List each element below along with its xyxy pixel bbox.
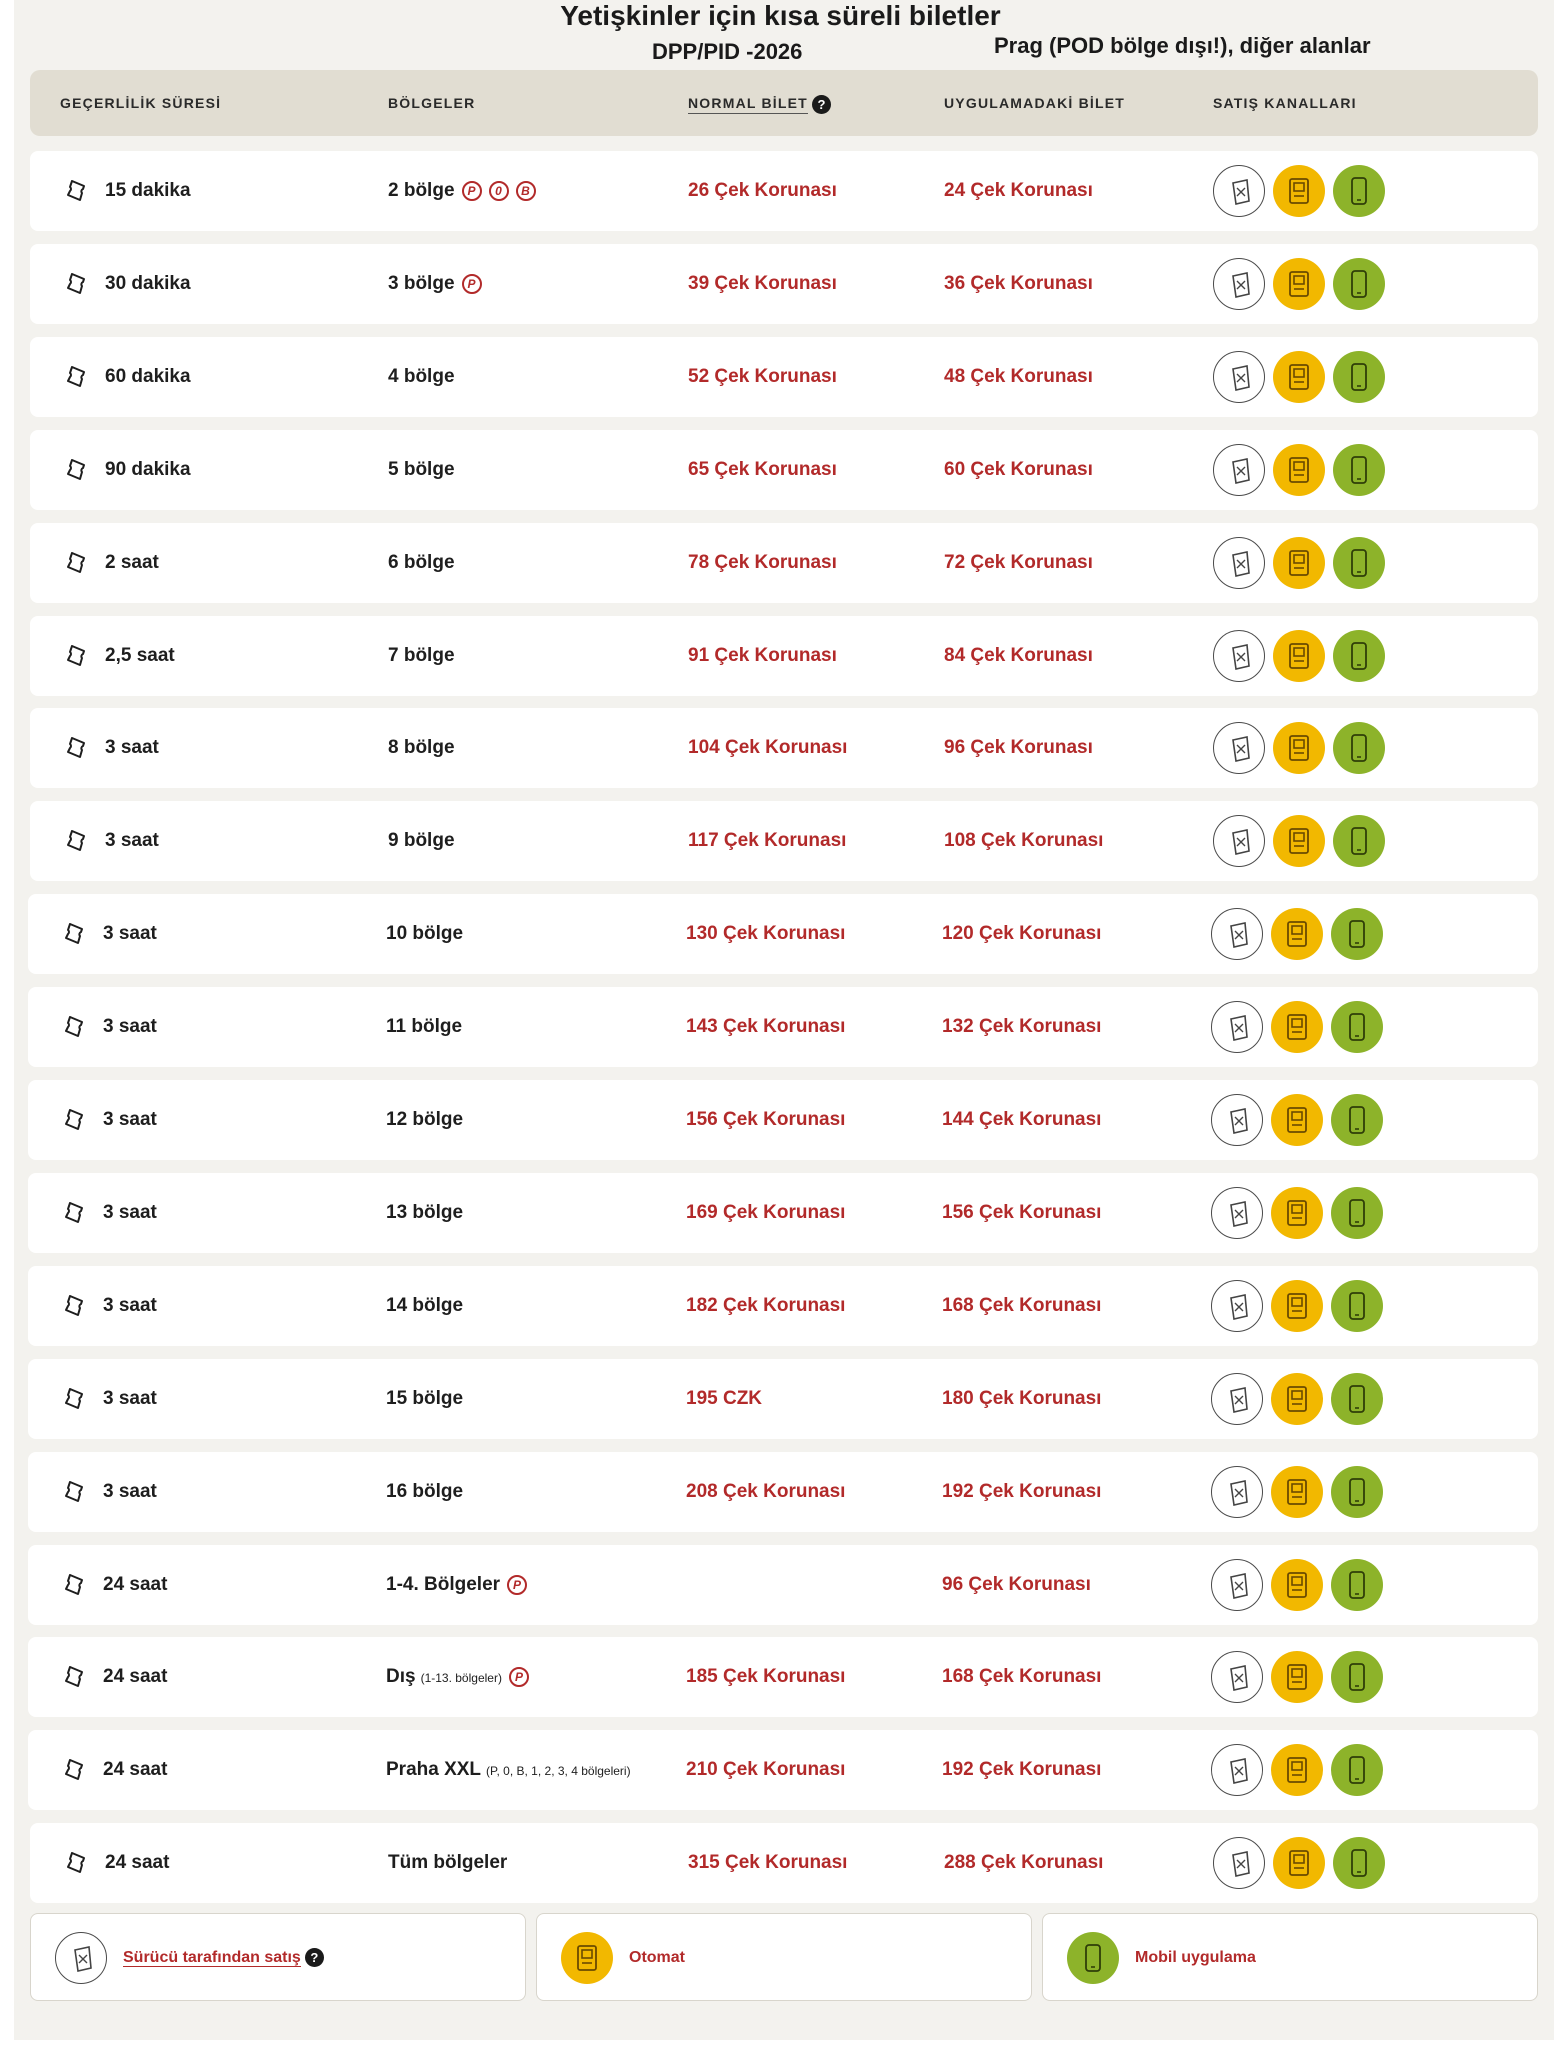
ticket-icon	[64, 828, 90, 854]
ticket-machine-icon	[1273, 258, 1325, 310]
row-zones	[386, 1359, 463, 1439]
row-app-price: 120 Çek Korunası	[942, 923, 1102, 944]
row-zones	[386, 1452, 463, 1532]
row-normal-price: 195 CZK	[686, 1388, 763, 1409]
row-zones	[386, 1080, 463, 1160]
ticket-icon	[64, 178, 90, 204]
row-duration: 3 saat	[103, 1109, 157, 1130]
mobile-phone-icon	[1331, 1466, 1383, 1518]
row-duration: 3 saat	[103, 923, 157, 944]
row-zones-label: 13 bölge	[386, 1202, 464, 1223]
row-zones-label: 4 bölge	[388, 366, 455, 387]
ticket-icon	[64, 550, 90, 576]
header-normal-ticket[interactable]	[688, 70, 831, 136]
driver-ticket-icon	[1211, 908, 1263, 960]
row-normal-price: 52 Çek Korunası	[688, 366, 837, 387]
legend-driver	[30, 1913, 526, 2001]
zone-badge: P	[462, 181, 482, 201]
driver-ticket-icon	[1211, 1280, 1263, 1332]
row-zones-label: 3 bölge	[388, 273, 455, 294]
row-zones	[386, 894, 463, 974]
row-zones-label: Dış	[386, 1666, 416, 1687]
ticket-icon	[62, 1572, 88, 1598]
table-row	[30, 523, 1538, 603]
row-zones-label: Tüm bölgeler	[388, 1852, 508, 1873]
driver-ticket-icon	[1211, 1559, 1263, 1611]
row-zones-label: 14 bölge	[386, 1295, 464, 1316]
row-app-price: 108 Çek Korunası	[944, 830, 1104, 851]
row-app-price: 192 Çek Korunası	[942, 1481, 1102, 1502]
ticket-machine-icon	[1271, 1094, 1323, 1146]
mobile-phone-icon	[1333, 722, 1385, 774]
row-duration: 3 saat	[103, 1295, 157, 1316]
row-normal-price: 26 Çek Korunası	[688, 180, 837, 201]
mobile-phone-icon	[1331, 1280, 1383, 1332]
table-row	[30, 151, 1538, 231]
row-duration: 2,5 saat	[105, 645, 175, 666]
table-row	[28, 1266, 1538, 1346]
table-row	[30, 430, 1538, 510]
ticket-icon	[62, 1757, 88, 1783]
driver-ticket-icon	[1213, 815, 1265, 867]
mobile-phone-icon	[1331, 908, 1383, 960]
mobile-phone-icon	[1333, 351, 1385, 403]
row-zones	[388, 244, 482, 324]
driver-ticket-icon	[1213, 351, 1265, 403]
table-row	[30, 801, 1538, 881]
row-app-price: 192 Çek Korunası	[942, 1759, 1102, 1780]
row-app-price: 132 Çek Korunası	[942, 1016, 1102, 1037]
row-app-price: 84 Çek Korunası	[944, 645, 1093, 666]
ticket-machine-icon	[1273, 815, 1325, 867]
legend-mobile	[1042, 1913, 1538, 2001]
driver-ticket-icon	[1213, 537, 1265, 589]
legend-machine	[536, 1913, 1032, 2001]
row-normal-price: 143 Çek Korunası	[686, 1016, 846, 1037]
ticket-icon	[62, 1014, 88, 1040]
row-zones	[388, 151, 536, 231]
driver-ticket-icon	[1213, 444, 1265, 496]
row-normal-price: 182 Çek Korunası	[686, 1295, 846, 1316]
driver-ticket-icon	[1213, 722, 1265, 774]
row-duration: 3 saat	[103, 1481, 157, 1502]
driver-ticket-icon	[1213, 1837, 1265, 1889]
header-validity: GEÇERLİLİK SÜRESİ	[60, 95, 222, 111]
ticket-machine-icon	[1273, 537, 1325, 589]
help-icon[interactable]: ?	[305, 1948, 324, 1967]
table-row	[28, 1359, 1538, 1439]
row-normal-price: 315 Çek Korunası	[688, 1852, 848, 1873]
row-app-price: 72 Çek Korunası	[944, 552, 1093, 573]
header-normal-ticket-label: NORMAL BİLET	[688, 95, 808, 114]
row-normal-price: 104 Çek Korunası	[688, 737, 848, 758]
row-duration: 2 saat	[105, 552, 159, 573]
row-zones	[386, 1173, 463, 1253]
row-zones-label: 7 bölge	[388, 645, 455, 666]
row-app-price: 144 Çek Korunası	[942, 1109, 1102, 1130]
mobile-phone-icon	[1333, 815, 1385, 867]
row-duration: 3 saat	[105, 830, 159, 851]
ticket-icon	[62, 1664, 88, 1690]
ticket-icon	[64, 457, 90, 483]
ticket-machine-icon	[1271, 1373, 1323, 1425]
ticket-machine-icon	[1273, 351, 1325, 403]
legend-mobile-label: Mobil uygulama	[1135, 1949, 1256, 1966]
legend-driver-label[interactable]	[123, 1914, 324, 2002]
ticket-machine-icon	[1273, 722, 1325, 774]
driver-ticket-icon	[1211, 1094, 1263, 1146]
row-zones	[388, 616, 455, 696]
row-app-price: 180 Çek Korunası	[942, 1388, 1102, 1409]
driver-ticket-icon	[1213, 165, 1265, 217]
row-app-price: 288 Çek Korunası	[944, 1852, 1104, 1873]
row-normal-price: 130 Çek Korunası	[686, 923, 846, 944]
page-title: Yetişkinler için kısa süreli biletler	[560, 0, 1001, 31]
table-row	[30, 708, 1538, 788]
zone-badge: 0	[489, 181, 509, 201]
ticket-icon	[64, 643, 90, 669]
row-zones	[388, 801, 455, 881]
table-row	[28, 1637, 1538, 1717]
driver-ticket-icon	[1211, 1466, 1263, 1518]
ticket-machine-icon	[1273, 630, 1325, 682]
row-zones-note: (1-13. bölgeler)	[420, 1671, 502, 1685]
ticket-icon	[64, 1850, 90, 1876]
ticket-machine-icon	[1271, 1559, 1323, 1611]
zone-badge: B	[516, 181, 536, 201]
ticket-machine-icon	[1271, 1280, 1323, 1332]
ticket-machine-icon	[1271, 1651, 1323, 1703]
table-row	[28, 987, 1538, 1067]
driver-ticket-icon	[1211, 1001, 1263, 1053]
driver-ticket-icon	[1211, 1651, 1263, 1703]
mobile-phone-icon	[1333, 444, 1385, 496]
ticket-machine-icon	[1273, 1837, 1325, 1889]
row-duration: 90 dakika	[105, 459, 191, 480]
row-zones-label: 11 bölge	[386, 1016, 463, 1037]
legend-driver-text: Sürücü tarafından satış	[123, 1949, 301, 1966]
row-zones-label: 15 bölge	[386, 1388, 464, 1409]
row-zones	[388, 523, 455, 603]
mobile-phone-icon	[1331, 1651, 1383, 1703]
row-app-price: 96 Çek Korunası	[942, 1574, 1091, 1595]
row-zones-label: 12 bölge	[386, 1109, 464, 1130]
driver-ticket-icon	[1213, 630, 1265, 682]
row-duration: 30 dakika	[105, 273, 191, 294]
row-zones	[388, 430, 455, 510]
ticket-machine-icon	[1271, 908, 1323, 960]
row-zones-label: 5 bölge	[388, 459, 455, 480]
mobile-phone-icon	[1333, 630, 1385, 682]
row-app-price: 168 Çek Korunası	[942, 1666, 1102, 1687]
row-app-price: 36 Çek Korunası	[944, 273, 1093, 294]
table-row	[30, 337, 1538, 417]
ticket-icon	[64, 735, 90, 761]
row-duration: 24 saat	[105, 1852, 170, 1873]
ticket-icon	[62, 1479, 88, 1505]
row-normal-price: 91 Çek Korunası	[688, 645, 837, 666]
driver-ticket-icon	[1213, 258, 1265, 310]
row-zones-label: 8 bölge	[388, 737, 455, 758]
row-zones	[386, 1266, 463, 1346]
ticket-icon	[62, 921, 88, 947]
table-header	[30, 70, 1538, 136]
mobile-phone-icon	[1331, 1373, 1383, 1425]
row-normal-price: 185 Çek Korunası	[686, 1666, 846, 1687]
row-zones-label: 9 bölge	[388, 830, 455, 851]
ticket-machine-icon	[561, 1932, 613, 1984]
row-duration: 15 dakika	[105, 180, 191, 201]
mobile-phone-icon	[1331, 1001, 1383, 1053]
row-zones-note: (P, 0, B, 1, 2, 3, 4 bölgeleri)	[486, 1764, 631, 1778]
row-zones	[386, 1637, 529, 1717]
ticket-icon	[62, 1386, 88, 1412]
driver-ticket-icon	[1211, 1373, 1263, 1425]
mobile-phone-icon	[1333, 258, 1385, 310]
row-duration: 24 saat	[103, 1759, 168, 1780]
ticket-machine-icon	[1273, 444, 1325, 496]
zone-badge: P	[507, 1575, 527, 1595]
ticket-icon	[62, 1200, 88, 1226]
row-app-price: 24 Çek Korunası	[944, 180, 1093, 201]
row-app-price: 156 Çek Korunası	[942, 1202, 1102, 1223]
subtitle-left: DPP/PID -2026	[652, 39, 803, 64]
table-row	[28, 1173, 1538, 1253]
row-zones	[388, 708, 455, 788]
ticket-icon	[62, 1293, 88, 1319]
row-zones-label: 1-4. Bölgeler	[386, 1574, 501, 1595]
driver-ticket-icon	[1211, 1187, 1263, 1239]
mobile-phone-icon	[1333, 1837, 1385, 1889]
ticket-machine-icon	[1271, 1466, 1323, 1518]
mobile-phone-icon	[1333, 165, 1385, 217]
row-zones	[386, 987, 462, 1067]
row-normal-price: 78 Çek Korunası	[688, 552, 837, 573]
zone-badge: P	[462, 274, 482, 294]
table-row	[28, 1730, 1538, 1810]
ticket-machine-icon	[1271, 1744, 1323, 1796]
table-row	[30, 1823, 1538, 1903]
mobile-phone-icon	[1067, 1932, 1119, 1984]
row-zones-label: Praha XXL	[386, 1759, 482, 1780]
mobile-phone-icon	[1333, 537, 1385, 589]
row-duration: 24 saat	[103, 1574, 168, 1595]
row-duration: 3 saat	[103, 1388, 157, 1409]
row-duration: 3 saat	[103, 1016, 157, 1037]
mobile-phone-icon	[1331, 1559, 1383, 1611]
mobile-phone-icon	[1331, 1744, 1383, 1796]
ticket-icon	[64, 364, 90, 390]
legend-machine-label: Otomat	[629, 1949, 685, 1966]
row-zones	[386, 1545, 527, 1625]
help-icon[interactable]: ?	[812, 95, 831, 114]
driver-ticket-icon	[1211, 1744, 1263, 1796]
row-normal-price: 156 Çek Korunası	[686, 1109, 846, 1130]
row-duration: 60 dakika	[105, 366, 191, 387]
header-app-ticket: UYGULAMADAKİ BİLET	[944, 95, 1126, 111]
header-sales-channels: SATIŞ KANALLARI	[1213, 95, 1357, 111]
row-app-price: 48 Çek Korunası	[944, 366, 1093, 387]
table-row	[30, 244, 1538, 324]
table-row	[28, 1545, 1538, 1625]
row-zones	[388, 1823, 507, 1903]
row-normal-price: 117 Çek Korunası	[688, 830, 847, 851]
ticket-machine-icon	[1271, 1187, 1323, 1239]
row-app-price: 168 Çek Korunası	[942, 1295, 1102, 1316]
header-zones: BÖLGELER	[388, 95, 476, 111]
row-duration: 3 saat	[105, 737, 159, 758]
row-zones-label: 6 bölge	[388, 552, 455, 573]
mobile-phone-icon	[1331, 1187, 1383, 1239]
row-duration: 24 saat	[103, 1666, 168, 1687]
subtitle-right: Prag (POD bölge dışı!), diğer alanlar	[994, 33, 1371, 58]
table-row	[28, 1452, 1538, 1532]
ticket-icon	[62, 1107, 88, 1133]
row-normal-price: 169 Çek Korunası	[686, 1202, 846, 1223]
row-normal-price: 65 Çek Korunası	[688, 459, 837, 480]
driver-ticket-icon	[55, 1932, 107, 1984]
row-normal-price: 210 Çek Korunası	[686, 1759, 846, 1780]
row-app-price: 96 Çek Korunası	[944, 737, 1093, 758]
row-zones	[386, 1730, 631, 1810]
row-zones	[388, 337, 455, 417]
ticket-icon	[64, 271, 90, 297]
zone-badge: P	[509, 1667, 529, 1687]
row-zones-label: 10 bölge	[386, 923, 464, 944]
row-normal-price: 208 Çek Korunası	[686, 1481, 846, 1502]
row-zones-label: 2 bölge	[388, 180, 455, 201]
table-row	[30, 616, 1538, 696]
mobile-phone-icon	[1331, 1094, 1383, 1146]
table-row	[28, 894, 1538, 974]
row-zones-label: 16 bölge	[386, 1481, 464, 1502]
row-duration: 3 saat	[103, 1202, 157, 1223]
row-app-price: 60 Çek Korunası	[944, 459, 1093, 480]
ticket-machine-icon	[1271, 1001, 1323, 1053]
ticket-machine-icon	[1273, 165, 1325, 217]
table-row	[28, 1080, 1538, 1160]
row-normal-price: 39 Çek Korunası	[688, 273, 837, 294]
